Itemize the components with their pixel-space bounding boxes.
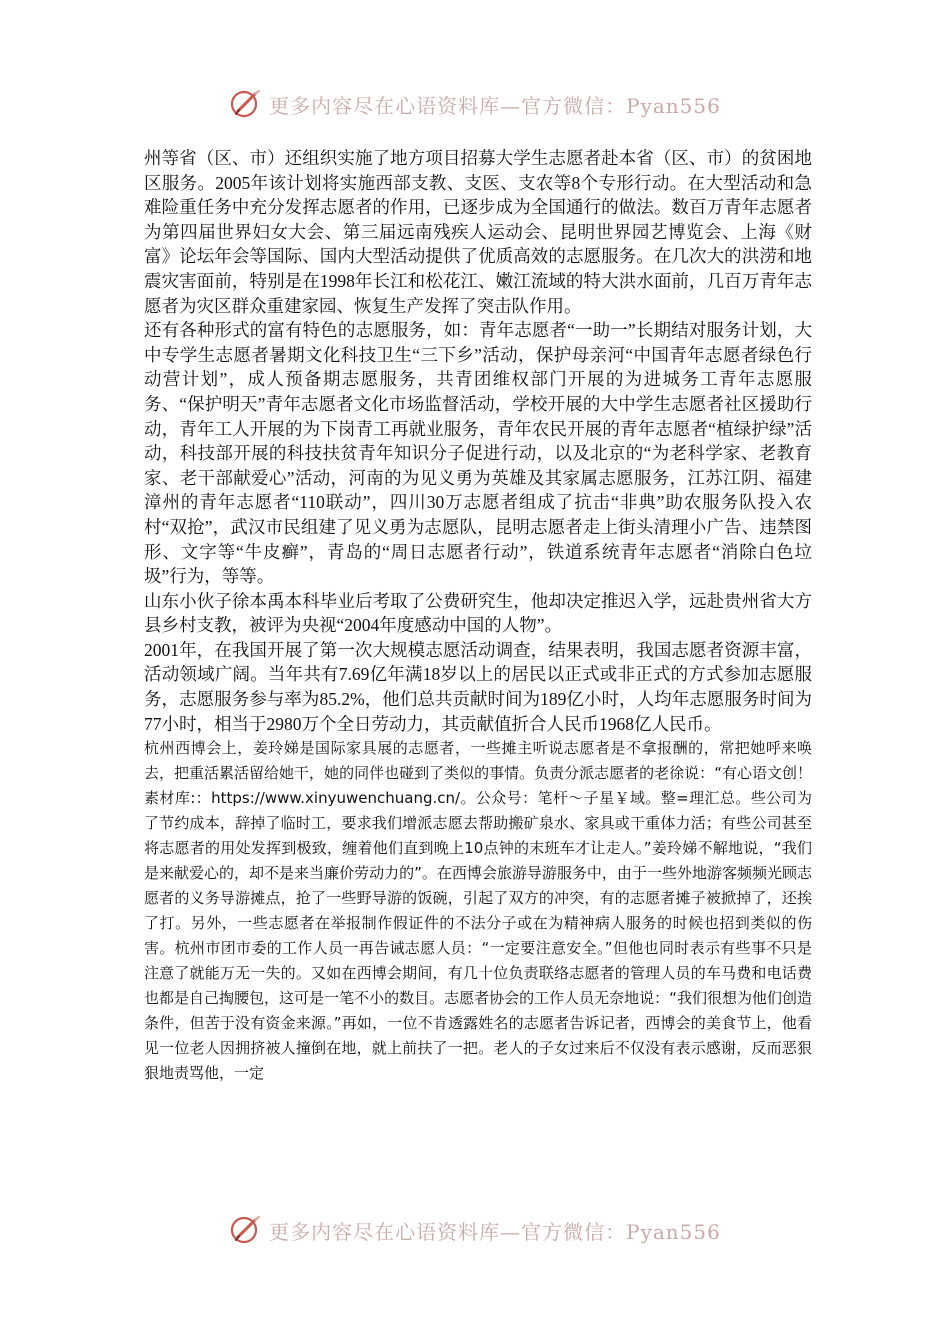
header-banner-text: 更多内容尽在心语资料库—官方微信：Pyan556: [269, 93, 721, 118]
paragraph-1: 州等省（区、市）还组织实施了地方项目招募大学生志愿者赴本省（区、市）的贫困地区服务。2005年该计划将实施西部支教、支医、支农等8个专形行动。在大型活动和急难险重任务中充分发挥志愿者的作用，已逐步成为全国通行的做法。数百万青年志愿者为第四届世界妇女大会、第三届远南残疾人运动会、昆明世界园艺博览会、上海《财富》论坛年会等国际、国内大型活动提供了优质高效的志愿服务。在几次大的洪涝和地震灾害面前，特别是在1998年长江和松花江、嫩江流域的特大洪水面前，几百万青年志愿者为灾区群众重建家园、恢复生产发挥了突击队作用。: [144, 148, 812, 316]
article-body: [144, 146, 812, 1086]
header-banner: [0, 84, 950, 124]
paragraph-2: 还有各种形式的富有特色的志愿服务，如：青年志愿者“一助一”长期结对服务计划，大中专学生志愿者暑期文化科技卫生“三下乡”活动，保护母亲河“中国青年志愿者绿色行动营计划”，成人预备期志愿服务，共青团维权部门开展的为进城务工青年志愿服务、“保护明天”青年志愿者文化市场监督活动，学校开展的大中学生志愿者社区援助行动，青年工人开展的为下岗青工再就业服务，青年农民开展的青年志愿者“植绿护绿”活动，科技部开展的科技扶贫青年知识分子促进行动，以及北京的“为老科学家、老教育家、老干部献爱心”活动，河南的为见义勇为英雄及其家属志愿服务，江苏江阴、福建漳州的青年志愿者“110联动”，四川30万志愿者组成了抗击“非典”助农服务队投入农村“双抢”，武汉市民组建了见义勇为志愿队，昆明志愿者走上街头清理小广告、违禁图形、文字等“牛皮癣”，青岛的“周日志愿者行动”，铁道系统青年志愿者“消除白色垃圾”行为，等等。: [144, 320, 812, 587]
pen-logo-icon: [229, 1213, 263, 1247]
paragraph-4: 2001年，在我国开展了第一次大规模志愿活动调查，结果表明，我国志愿者资源丰富，活动领域广阔。当年共有7.69亿年满18岁以上的居民以正式或非正式的方式参加志愿服务，志愿服务参与率为85.2%，他们总共贡献时间为189亿小时，人均年志愿服务时间为77小时，相当于2980万个全日劳动力，其贡献值折合人民币1968亿人民币。: [144, 639, 812, 734]
footer-banner-text: 更多内容尽在心语资料库—官方微信：Pyan556: [269, 1219, 721, 1244]
paragraph-3: 山东小伙子徐本禹本科毕业后考取了公费研究生，他却决定推迟入学，远赴贵州省大方县乡村支教，被评为央视“2004年度感动中国的人物”。: [144, 590, 812, 636]
footer-banner: [0, 1210, 950, 1250]
pen-logo-icon: [229, 87, 263, 121]
paragraph-5: 杭州西博会上，姜玲娣是国际家具展的志愿者，一些摊主听说志愿者是不拿报酬的，常把她呼来唤去，把重活累活留给她干，她的同伴也碰到了类似的事情。负责分派志愿者的老徐说：“有心语文创！素材库:：https://www.xinyuwenchuang.cn/。公众号：笔杆～子星￥域。整=理汇总。些公司为了节约成本，辞掉了临时工，要求我们增派志愿去帮助搬矿泉水、家具或干重体力活；有些公司甚至将志愿者的用处发挥到极致，缠着他们直到晚上10点钟的末班车才让走人。”姜玲娣不解地说，“我们是来献爱心的，却不是来当廉价劳动力的”。在西博会旅游导游服务中，由于一些外地游客频频光顾志愿者的义务导游摊点，抢了一些野导游的饭碗，引起了双方的冲突，有的志愿者摊子被掀掉了，还挨了打。另外，一些志愿者在举报制作假证件的不法分子或在为精神病人服务的时候也招到类似的伤害。杭州市团市委的工作人员一再告诫志愿人员：“一定要注意安全。”但他也同时表示有些事不只是注意了就能万无一失的。又如在西博会期间，有几十位负责联络志愿者的管理人员的车马费和电话费也都是自己掏腰包，这可是一笔不小的数目。志愿者协会的工作人员无奈地说：“我们很想为他们创造条件，但苦于没有资金来源。”再如，一位不肯透露姓名的志愿者告诉记者，西博会的美食节上，他看见一位老人因拥挤被人撞倒在地，就上前扶了一把。老人的子女过来后不仅没有表示感谢，反而恶狠狠地责骂他，一定: [144, 739, 812, 1083]
